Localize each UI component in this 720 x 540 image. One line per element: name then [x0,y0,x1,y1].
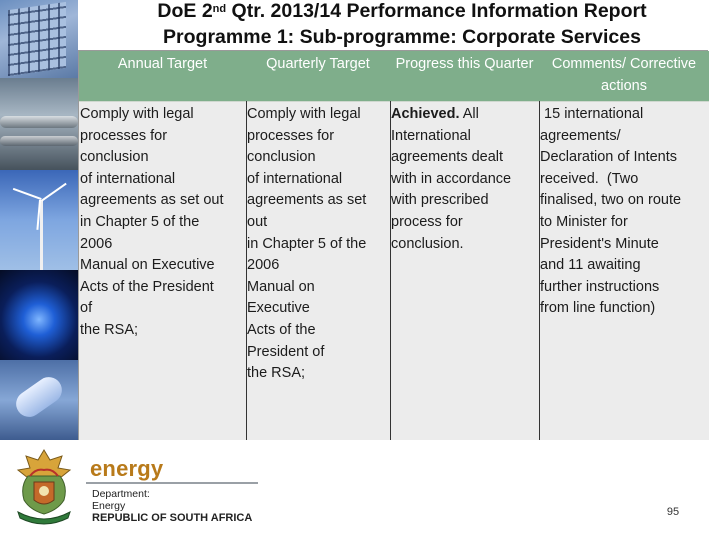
header-progress: Progress this Quarter [390,51,539,101]
performance-table [78,50,708,440]
header-annual-target: Annual Target [79,51,246,101]
department-name: Energy [92,500,126,512]
department-label: Department: [92,488,150,500]
cell-quarterly-target: Comply with legal processes for conclusion of international agreements as set out in Chapter 5 of the 2006 Manual on Executive Acts of the President of the RSA; [246,101,390,440]
energy-brand: energy [90,456,164,481]
column-divider [539,101,540,440]
cell-annual-target: Comply with legal processes for conclusion of international agreements as set out in Chapter 5 of the 2006 Manual on Executive Acts of the President of the RSA; [79,101,246,440]
cell-comments: 15 international agreements/ Declaration of Intents received. (Two finalised, two on route to Minister for President's Minute and 11 awaiting further instructions from line function) [539,101,709,440]
column-divider [246,101,247,440]
title-line-2: Programme 1: Sub-programme: Corporate Services [163,26,641,48]
column-divider [390,101,391,440]
header-comments: Comments/ Corrective actions [539,51,709,101]
pipeline-image [0,78,78,170]
header-quarterly-target: Quarterly Target [246,51,390,101]
page-number: 95 [666,506,680,518]
cell-progress [390,101,539,440]
country-name: REPUBLIC OF SOUTH AFRICA [92,512,253,524]
energy-bulb-image [0,360,78,440]
energy-photo-strip [0,0,78,440]
slide-title [92,0,712,50]
solar-panel-image [0,0,78,78]
footer-divider [86,482,258,484]
wind-turbine-image [0,170,78,270]
header-divider [79,101,709,102]
gas-flame-image [0,270,78,360]
progress-detail: All International agreements dealt with in accordance with prescribed process for conclusion. [391,106,512,252]
title-line-1: DoE 2nd Qtr. 2013/14 Performance Information Report [157,0,647,22]
coat-of-arms-icon [10,446,78,528]
department-block [92,488,252,524]
progress-status: Achieved. [391,106,460,122]
